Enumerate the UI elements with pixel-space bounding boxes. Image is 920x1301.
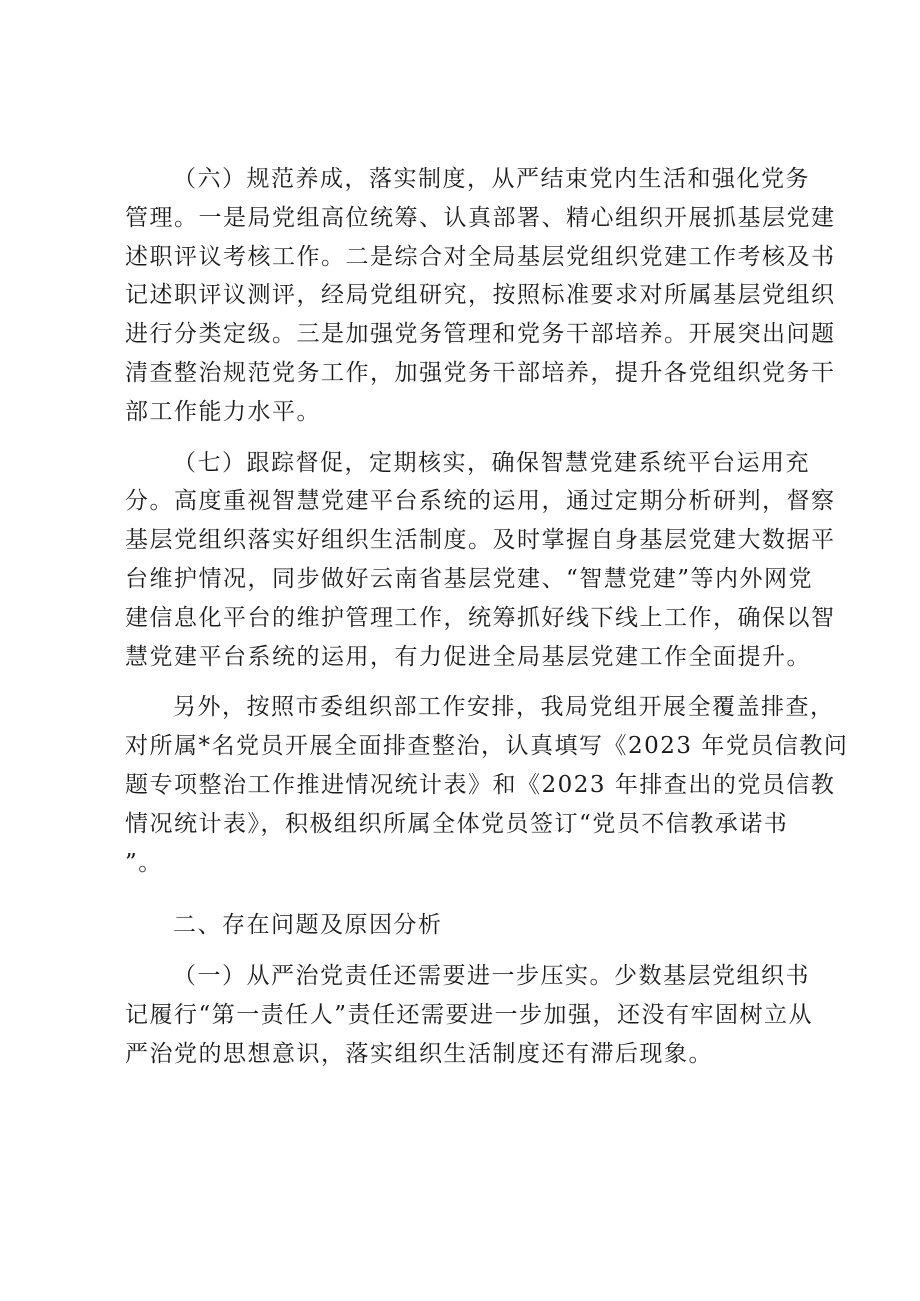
text-line: 对所属*名党员开展全面排查整治，认真填写《2023 年党员信教问 bbox=[125, 733, 849, 760]
text-line: 记履行“第一责任人”责任还需要进一步加强，还没有牢固树立从 bbox=[125, 1001, 814, 1028]
text-line: 另外，按照市委组织部工作安排，我局党组开展全覆盖排查， bbox=[173, 694, 835, 721]
text-line: 进行分类定级。三是加强党务管理和党务干部培养。开展突出问题 bbox=[125, 321, 836, 348]
text-line: 慧党建平台系统的运用，有力促进全局基层党建工作全面提升。 bbox=[125, 643, 811, 670]
paragraph-one bbox=[125, 957, 814, 1073]
text-line: 管理。一是局党组高位统筹、认真部署、精心组织开展抓基层党建 bbox=[125, 204, 836, 231]
text-line: 部工作能力水平。 bbox=[125, 398, 321, 425]
paragraph-additional bbox=[125, 688, 849, 882]
text-line: 分。高度重视智慧党建平台系统的运用，通过定期分析研判，督察 bbox=[125, 488, 836, 515]
text-line: 情况统计表》，积极组织所属全体党员签订“党员不信教承诺书 bbox=[125, 810, 789, 837]
text-line: 建信息化平台的维护管理工作，统筹抓好线下线上工作，确保以智 bbox=[125, 604, 836, 631]
text-line: 基层党组织落实好组织生活制度。及时掌握自身基层党建大数据平 bbox=[125, 527, 836, 554]
text-line: （一）从严治党责任还需要进一步压实。少数基层党组织书 bbox=[173, 963, 810, 990]
text-line: 述职评议考核工作。二是综合对全局基层党组织党建工作考核及书 bbox=[125, 243, 836, 270]
document-body bbox=[125, 160, 849, 1074]
paragraph-seven bbox=[125, 444, 836, 677]
text-line: 台维护情况，同步做好云南省基层党建、“智慧党建”等内外网党 bbox=[125, 565, 814, 592]
text-line: 题专项整治工作推进情况统计表》和《2023 年排查出的党员信教 bbox=[125, 771, 836, 798]
text-line: （七）跟踪督促，定期核实，确保智慧党建系统平台运用充 bbox=[173, 449, 810, 476]
text-line: 清查整治规范党务工作，加强党务干部培养，提升各党组织党务干 bbox=[125, 359, 836, 386]
section-heading: 二、存在问题及原因分析 bbox=[173, 912, 443, 939]
text-line: 严治党的思想意识，落实组织生活制度还有滞后现象。 bbox=[125, 1040, 713, 1067]
text-line: ”。 bbox=[125, 849, 163, 876]
text-line: （六）规范养成，落实制度，从严结束党内生活和强化党务 bbox=[173, 166, 810, 192]
paragraph-six bbox=[125, 160, 836, 432]
text-line: 记述职评议测评，经局党组研究，按照标准要求对所属基层党组织 bbox=[125, 282, 836, 309]
